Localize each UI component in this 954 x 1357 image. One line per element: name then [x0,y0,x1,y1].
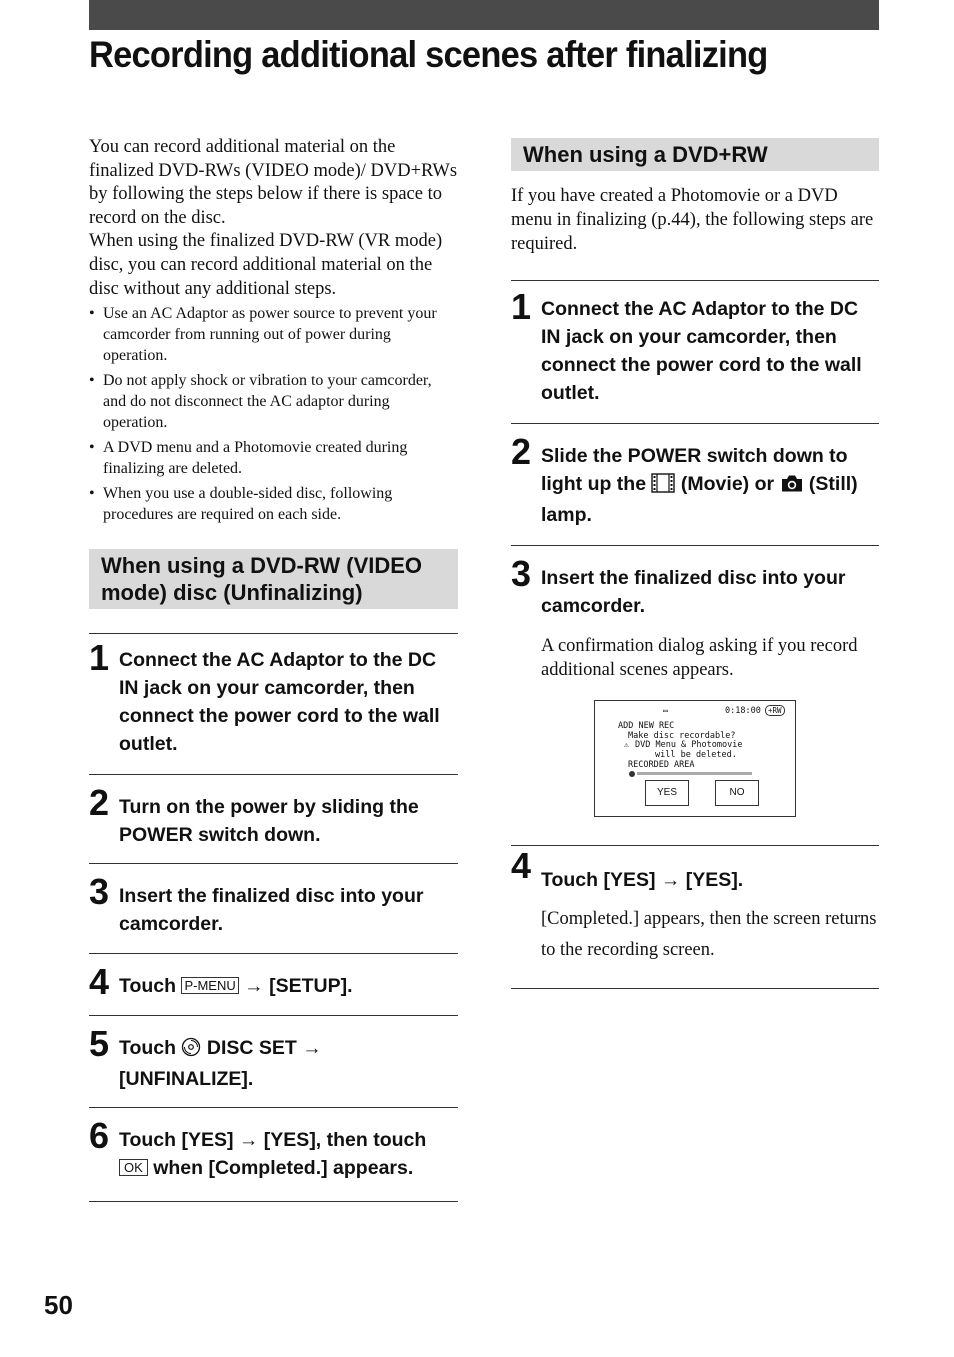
step-text [119,1126,458,1182]
yes-button[interactable]: YES [645,780,689,806]
step-2 [511,424,879,546]
disc-marker-icon [629,771,635,777]
step-text-post: DISC SET → [UNFINALIZE]. [119,1037,322,1091]
right-column [511,138,879,989]
step-text [119,972,458,1000]
step-2 [89,775,458,864]
p-menu-icon: P-MENU [181,977,238,994]
dialog-question: Make disc recordable? [628,731,736,741]
step-body: A confirmation dialog asking if you record additional scenes appears. [541,636,858,680]
header-bar [89,0,879,30]
step-text: Insert the finalized disc into your camcorder. [119,885,424,936]
dvd-plus-rw-steps [511,280,879,989]
step-number: 2 [89,782,110,824]
step-text-pre: Touch [119,975,177,998]
step-text-pre: Slide the POWER switch down to light up the [541,445,848,495]
step-1 [511,281,879,424]
step-text-pre: Touch [119,1037,177,1060]
step-text: Touch [YES] → [YES]. [541,869,744,891]
step-text-post: when [Completed.] appears. [153,1157,414,1180]
dialog-warning-2: will be deleted. [655,750,737,760]
left-column [89,136,458,1202]
dialog-warning: DVD Menu & Photomovie [635,740,743,750]
step-4 [511,846,879,989]
no-button[interactable]: NO [715,780,759,806]
dvd-plus-rw-intro: If you have created a Photomovie or a DVD menu in finalizing (p.44), the following steps are required. [511,186,874,254]
ok-icon: OK [119,1159,148,1176]
step-number: 2 [511,431,532,472]
film-icon [651,473,675,501]
intro-paragraph-2: When using the finalized DVD-RW (VR mode) disc, you can record additional material on the disc without any additional steps. [89,231,443,299]
note-item: • When you use a double-sided disc, following procedures are required on each side. [89,483,458,525]
step-text-post: (Still) lamp. [541,473,858,526]
step-number: 6 [89,1115,110,1157]
step-number: 1 [511,286,532,327]
step-text-post: → [SETUP]. [244,975,353,998]
step-text: Connect the AC Adaptor to the DC IN jack on your camcorder, then connect the power cord to the wall outlet. [541,298,862,404]
step-3 [511,546,879,846]
step-number: 4 [511,845,532,886]
step-text [541,442,879,529]
step-text: Insert the finalized disc into your camcorder. [541,567,846,617]
step-number: 5 [89,1023,110,1065]
dvd-rw-steps [89,633,458,1202]
step-text: Turn on the power by sliding the POWER switch down. [119,796,419,847]
step-number: 3 [89,871,110,913]
battery-icon: ▭ [663,706,668,715]
section-heading-dvd-plus-rw: When using a DVD+RW [511,138,879,171]
step-1 [89,634,458,775]
step-6 [89,1108,458,1202]
step-number: 4 [89,961,110,1003]
step-text-mid: (Movie) or [680,473,775,495]
recorded-area-bar [637,772,752,775]
camera-icon [780,473,804,501]
note-item: • A DVD menu and a Photomovie created during finalizing are deleted. [89,437,458,479]
step-4 [89,954,458,1016]
note-item: • Use an AC Adaptor as power source to prevent your camcorder from running out of power during operation. [89,303,458,366]
time-counter: 0:18:00 [725,706,761,716]
step-3 [89,864,458,954]
step-text [119,1034,458,1093]
recorded-area-label: RECORDED AREA [628,760,695,770]
step-text: Connect the AC Adaptor to the DC IN jack on your camcorder, then connect the power cord to the wall outlet. [119,649,440,756]
intro-paragraph-1: You can record additional material on the finalized DVD-RWs (VIDEO mode)/ DVD+RWs by following the steps below if there is space to record on the disc. [89,137,458,228]
section-heading-dvd-rw: When using a DVD-RW (VIDEO mode) disc (Unfinalizing) [89,549,458,609]
notes-list [89,303,458,525]
step-body: [Completed.] appears, then the screen returns to the recording screen. [541,909,877,960]
step-number: 3 [511,553,532,594]
note-item: • Do not apply shock or vibration to your camcorder, and do not disconnect the AC adaptor during operation. [89,370,458,433]
disc-icon [181,1037,201,1065]
step-text-pre: Touch [YES] → [YES], then touch [119,1129,427,1152]
confirmation-dialog [594,700,796,817]
warning-icon: ⚠ [624,740,629,749]
step-number: 1 [89,637,110,679]
disc-badge: +RW [765,705,785,716]
page-title: Recording additional scenes after finalizing [89,34,768,75]
dialog-title: ADD NEW REC [618,721,675,731]
page-number: 50 [44,1290,73,1320]
step-5 [89,1016,458,1108]
